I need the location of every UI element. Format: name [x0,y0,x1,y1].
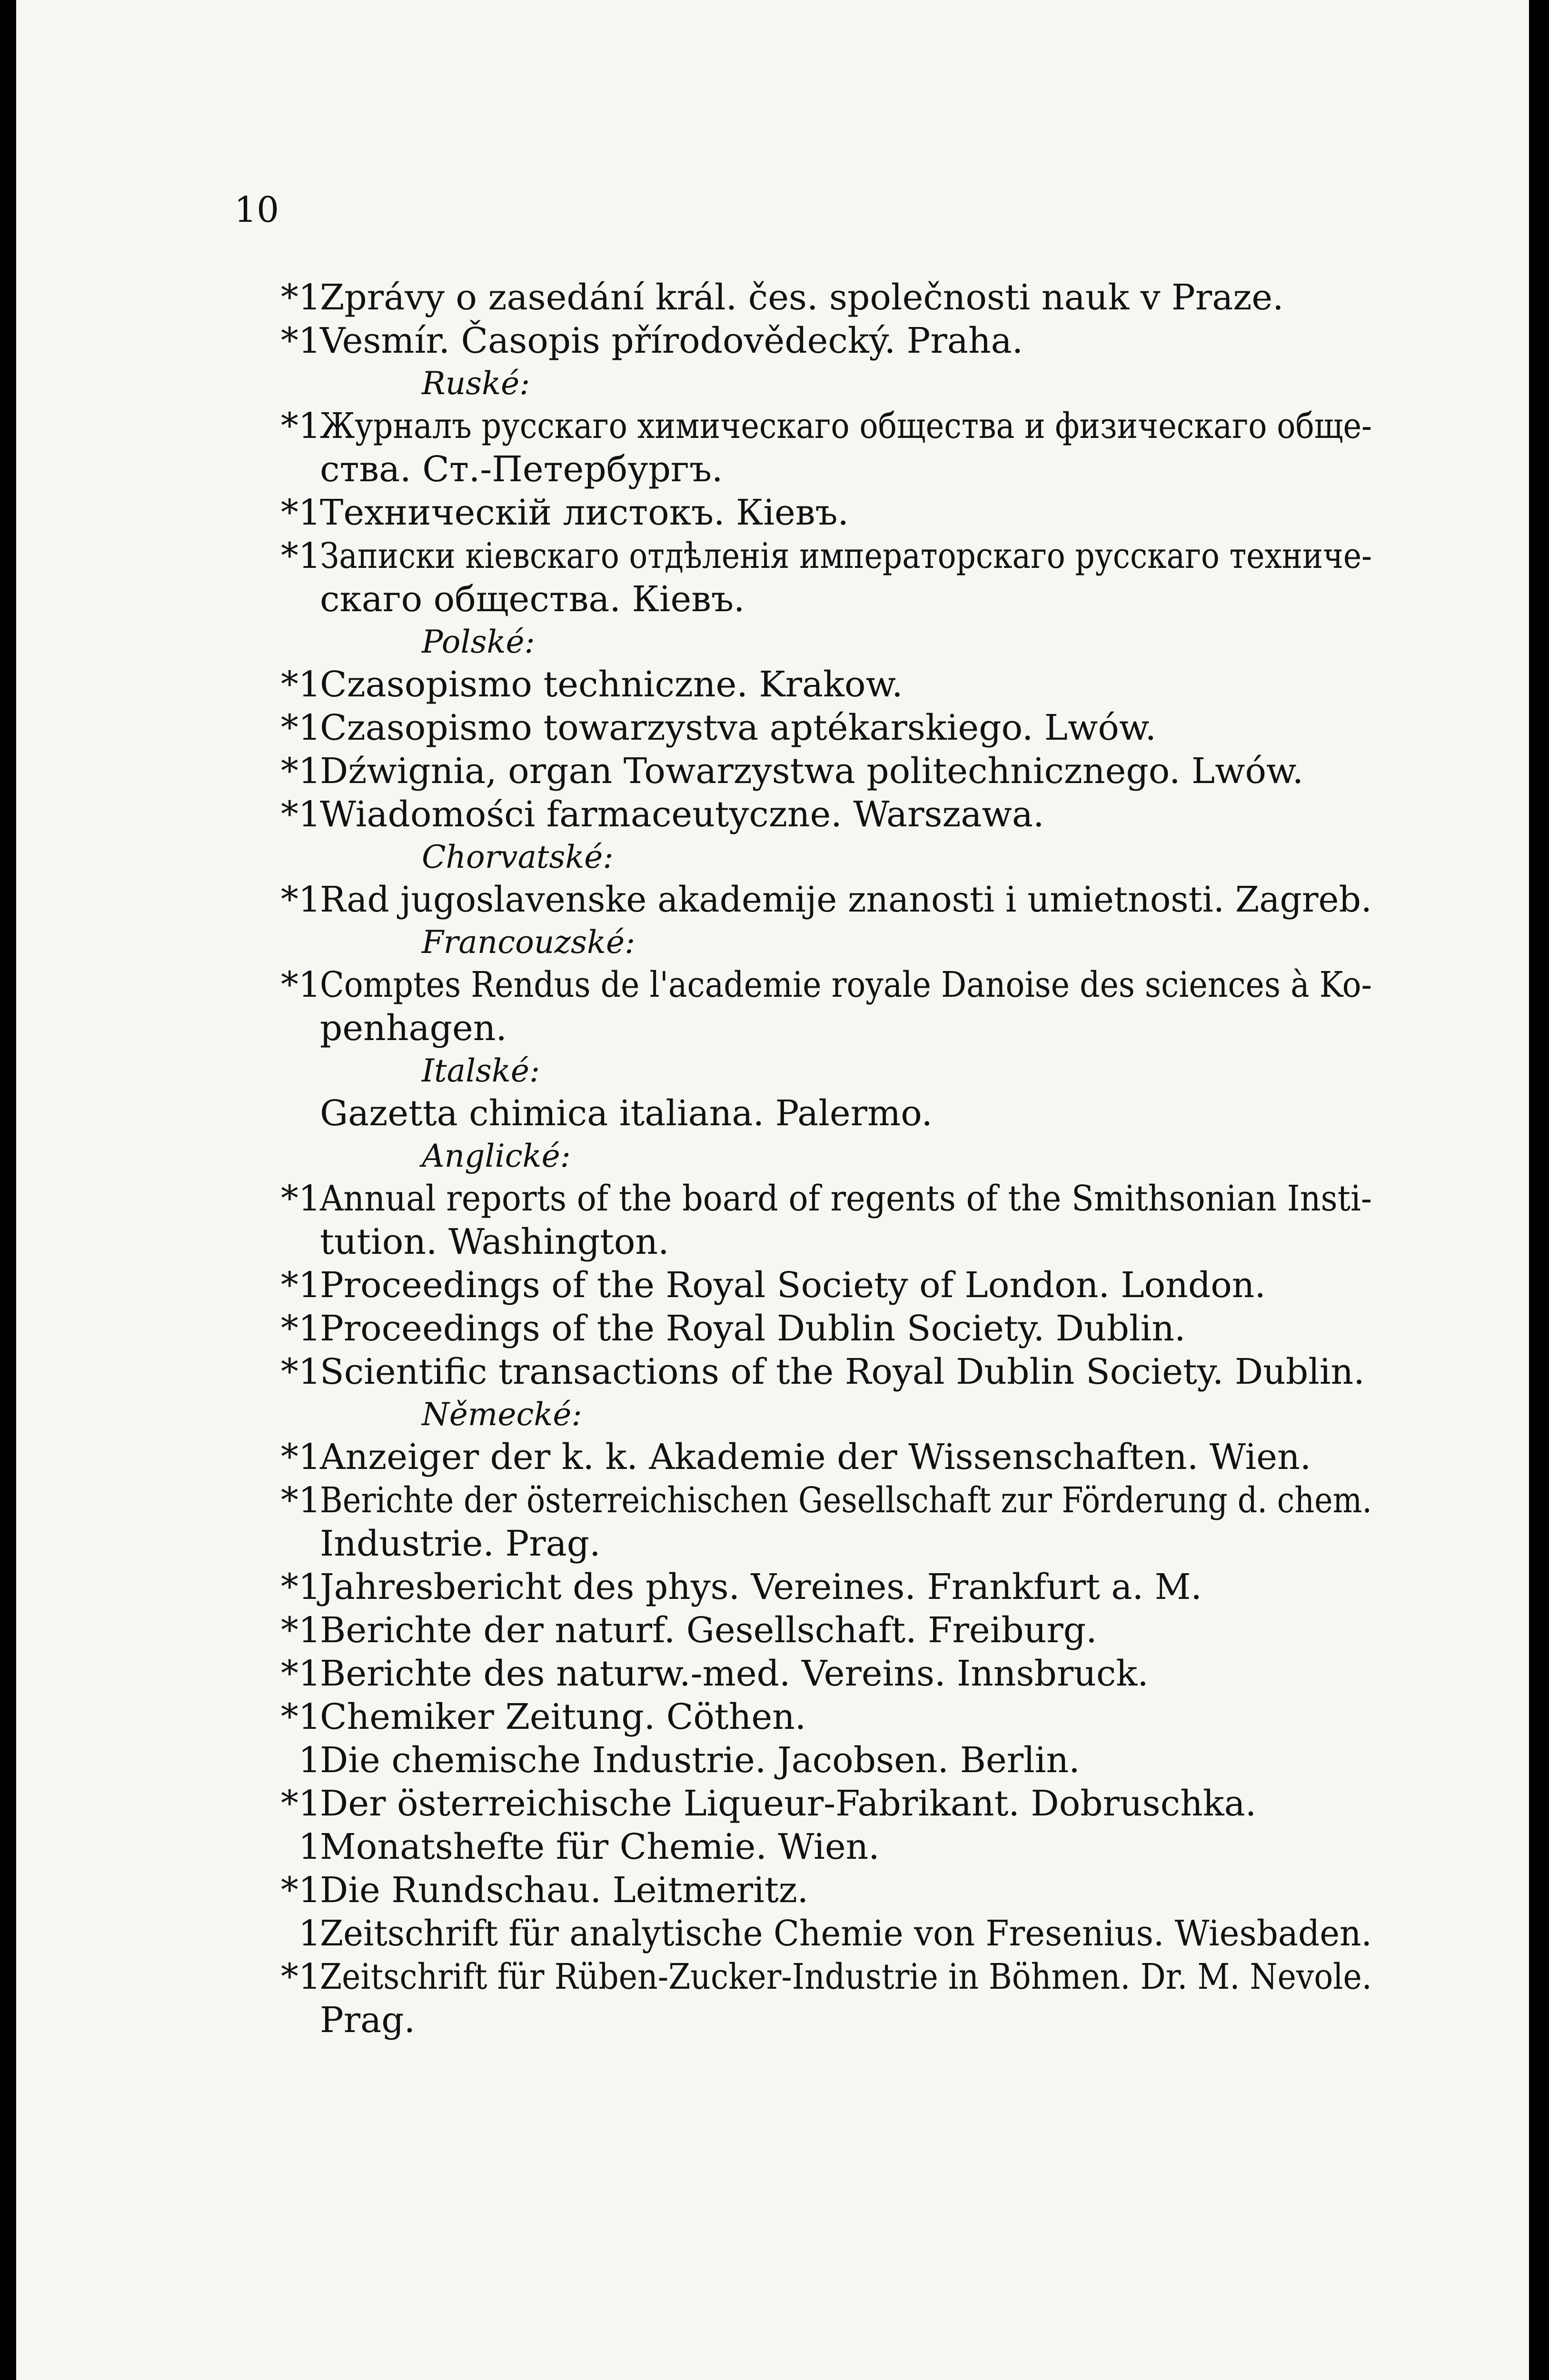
section-heading-text: Ruské: [422,365,530,402]
section-heading [16,621,1529,663]
entry-mark: *1 [280,664,321,705]
page-number: 10 [234,189,279,230]
entry-text: Zprávy o zasedání král. čes. společnosti nauk v Praze. [320,277,1284,318]
entry-text: Berichte der naturf. Gesellschaft. Freiburg. [320,1610,1097,1651]
entry-text: Записки кіевскаго отдѣленія императорскаго русскаго техниче- [320,536,1372,576]
entry-text: tution. Washington. [320,1221,669,1262]
section-heading [16,1394,1529,1436]
entry-mark: *1 [280,320,321,361]
entry-text: Die chemische Industrie. Jacobsen. Berlin. [320,1740,1080,1781]
entry-mark: *1 [280,879,321,920]
entry-mark: *1 [280,794,321,835]
list-item [16,963,1529,1007]
section-heading [16,1135,1529,1177]
entry-text: Prag. [320,2000,416,2041]
entry-mark: *1 [280,1351,321,1392]
entry-text: Proceedings of the Royal Society of London. London. [320,1265,1266,1306]
list-item [16,535,1529,578]
list-item-continuation [16,1522,1529,1566]
list-item-continuation [16,1007,1529,1050]
entry-text: Gazetta chimica italiana. Palermo. [320,1093,933,1134]
list-item [16,1782,1529,1825]
entry-text: Jahresbericht des phys. Vereines. Frankfurt a. M. [320,1567,1202,1607]
entry-text: Scientific transactions of the Royal Dublin Society. Dublin. [320,1351,1365,1392]
list-item-continuation [16,448,1529,491]
entry-mark: *1 [280,536,321,576]
list-item [16,1092,1529,1135]
section-heading-text: Německé: [422,1396,582,1433]
periodicals-list [16,276,1529,2042]
entry-mark: *1 [280,277,321,318]
entry-mark: 1 [298,1740,321,1781]
entry-mark: *1 [280,964,321,1005]
list-item [16,750,1529,793]
entry-text: Wiadomości farmaceutyczne. Warszawa. [320,794,1044,835]
entry-text: Журналъ русскаго химическаго общества и физическаго обще- [320,406,1372,446]
list-item [16,1566,1529,1609]
list-item [16,1177,1529,1220]
entry-text: Chemiker Zeitung. Cöthen. [320,1696,806,1737]
list-item [16,1652,1529,1696]
entry-mark: *1 [280,751,321,792]
entry-text: penhagen. [320,1008,507,1049]
list-item [16,1696,1529,1739]
entry-mark: *1 [280,1178,321,1219]
scanned-page [16,0,1529,2380]
entry-text: Die Rundschau. Leitmeritz. [320,1870,809,1911]
section-heading-text: Italské: [422,1052,540,1089]
section-heading [16,1050,1529,1092]
entry-text: Zeitschrift für Rüben-Zucker-Industrie in Böhmen. Dr. M. Nevole. [320,1956,1372,1997]
entry-text: скаго общества. Кіевъ. [320,579,745,620]
section-heading-text: Chorvatské: [422,839,614,875]
entry-text: Annual reports of the board of regents of the Smithsonian Insti- [320,1178,1372,1219]
list-item [16,793,1529,836]
entry-text: Proceedings of the Royal Dublin Society. Dublin. [320,1308,1186,1349]
entry-mark: *1 [280,1870,321,1911]
list-item [16,1825,1529,1869]
section-heading-text: Polské: [422,624,535,660]
list-item [16,319,1529,363]
entry-text: Monatshefte für Chemie. Wien. [320,1826,880,1867]
entry-text: Zeitschrift für analytische Chemie von Fresenius. Wiesbaden. [320,1913,1372,1954]
list-item [16,1955,1529,1999]
entry-text: Comptes Rendus de l'academie royale Danoise des sciences à Ko- [320,964,1372,1005]
entry-mark: *1 [280,1610,321,1651]
list-item [16,1264,1529,1307]
scan-edge [1529,0,1549,2380]
entry-text: Industrie. Prag. [320,1523,601,1564]
list-item [16,1739,1529,1782]
list-item [16,405,1529,448]
list-item [16,878,1529,922]
entry-text: Vesmír. Časopis přírodovědecký. Praha. [320,320,1023,361]
entry-text: Rad jugoslavenske akademije znanosti i umietnosti. Zagreb. [320,879,1372,920]
list-item [16,491,1529,535]
section-heading-text: Francouzské: [422,924,635,961]
list-item [16,663,1529,706]
entry-mark: *1 [280,1567,321,1607]
entry-mark: *1 [280,1653,321,1694]
list-item [16,1436,1529,1479]
entry-mark: 1 [298,1826,321,1867]
section-heading [16,363,1529,405]
entry-mark: *1 [280,406,321,446]
section-heading-text: Anglické: [422,1138,571,1174]
entry-text: Техническій листокъ. Кіевъ. [320,492,849,533]
entry-mark: *1 [280,1783,321,1824]
list-item [16,1869,1529,1912]
list-item [16,1307,1529,1350]
entry-mark: *1 [280,707,321,748]
entry-mark: *1 [280,1696,321,1737]
entry-mark: *1 [280,1480,321,1521]
section-heading [16,922,1529,963]
list-item [16,1609,1529,1652]
entry-mark: *1 [280,1437,321,1478]
entry-text: ства. Ст.-Петербургъ. [320,449,723,490]
entry-text: Der österreichische Liqueur-Fabrikant. Dobruschka. [320,1783,1257,1824]
list-item [16,1479,1529,1522]
entry-text: Anzeiger der k. k. Akademie der Wissenschaften. Wien. [320,1437,1311,1478]
entry-text: Czasopismo towarzystva aptékarskiego. Lwów. [320,707,1156,748]
list-item-continuation [16,1999,1529,2042]
entry-mark: 1 [298,1913,321,1954]
list-item [16,706,1529,750]
list-item [16,276,1529,319]
entry-mark: *1 [280,1308,321,1349]
entry-text: Czasopismo techniczne. Krakow. [320,664,903,705]
entry-text: Berichte der österreichischen Gesellschaft zur Förderung d. chem. [320,1480,1372,1521]
list-item [16,1350,1529,1394]
list-item [16,1912,1529,1955]
entry-mark: *1 [280,1956,321,1997]
section-heading [16,836,1529,878]
list-item-continuation [16,578,1529,621]
entry-mark: *1 [280,492,321,533]
list-item-continuation [16,1220,1529,1264]
entry-text: Berichte des naturw.-med. Vereins. Innsbruck. [320,1653,1149,1694]
entry-mark: *1 [280,1265,321,1306]
entry-text: Dźwignia, organ Towarzystwa politechnicznego. Lwów. [320,751,1304,792]
